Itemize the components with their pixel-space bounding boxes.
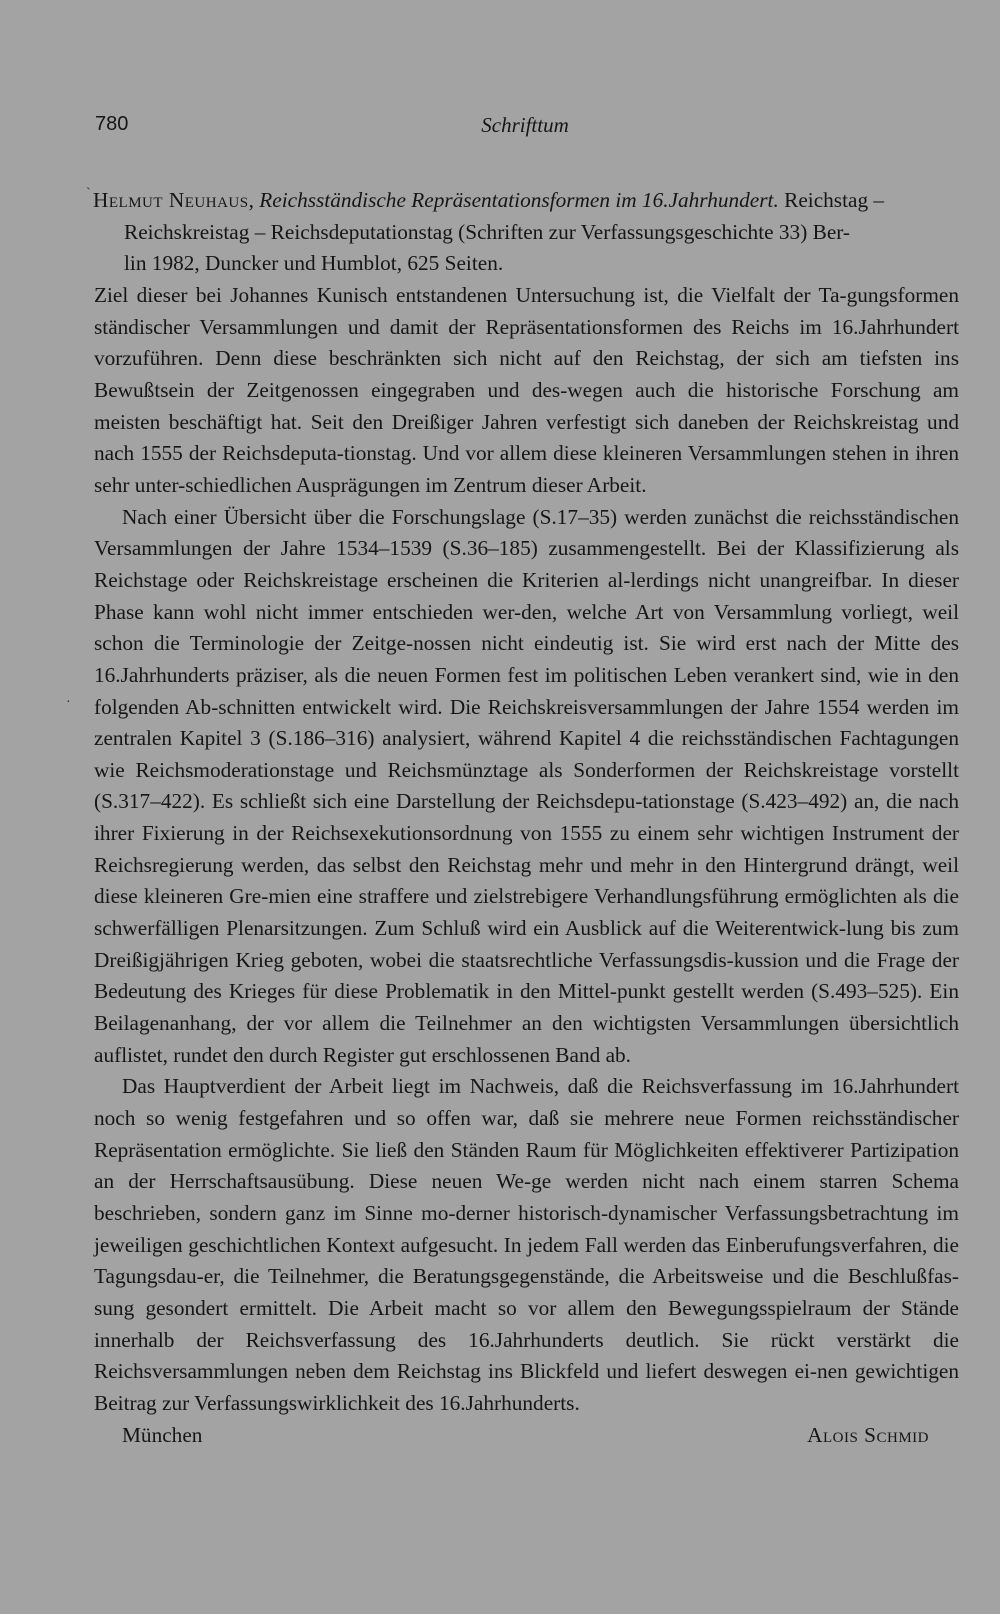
signature-place: München xyxy=(122,1422,203,1447)
review-paragraph: Das Hauptverdient der Arbeit liegt im Nachweis, daß die Reichsverfassung im 16.Jahrhundert noch so wenig festgefahren und so offen war, daß sie mehrere neue Formen reichsständischer Repräsentation ermöglichte. Sie ließ den Ständen Raum für Möglichkeiten effektiverer Partizipation an der Herrschaftsausübung. Diese neuen We-ge werden nicht nach einem starren Schema beschrieben, sondern ganz im Sinne mo-derner historisch-dynamischer Verfassungsbetrachtung im jeweiligen geschichtlichen Kontext aufgesucht. In jedem Fall werden das Einberufungsverfahren, die Tagungsdau-er, die Teilnehmer, die Beratungsgegenstände, die Arbeitsweise und die Beschlußfas-sung gesondert ermittelt. Die Arbeit macht so vor allem den Bewegungsspielraum der Stände innerhalb der Reichsverfassung des 16.Jahrhunderts deutlich. Sie rückt verstärkt die Reichsversammlungen neben dem Reichstag ins Blickfeld und liefert deswegen ei-nen gewichtigen Beitrag zur Verfassungswirklichkeit des 16.Jahrhunderts. xyxy=(94,1074,959,1415)
book-author: Helmut Neuhaus xyxy=(93,188,249,212)
margin-mark: ˋ xyxy=(86,186,91,201)
book-title: Reichsständische Repräsentationsformen im 16.Jahrhundert. xyxy=(259,188,779,212)
running-title: Schrifttum xyxy=(481,113,569,137)
review-signature xyxy=(94,1420,959,1452)
review-paragraph: Nach einer Übersicht über die Forschungslage (S.17–35) werden zunächst die reichsständischen Versammlungen der Jahre 1534–1539 (S.36–185) zusammengestellt. Bei der Klassifizierung als Reichstage oder Reichskreistage erscheinen die Kriterien al-lerdings nicht unangreifbar. In dieser Phase kann wohl nicht immer entschieden wer-den, welche Art von Versammlung vorliegt, weil schon die Terminologie der Zeitge-nossen nicht eindeutig ist. Sie wird erst nach der Mitte des 16.Jahrhunderts präziser, als die neuen Formen fest im politischen Leben verankert sind, wie in den folgenden Ab-schnitten entwickelt wird. Die Reichskreisversammlungen der Jahre 1554 werden im zentralen Kapitel 3 (S.186–316) analysiert, während Kapitel 4 die reichsständischen Fachtagungen wie Reichsmoderationstage und Reichsmünztage als Sonderformen der Reichskreistage vorstellt (S.317–422). Es schließt sich eine Darstellung der Reichsdepu-tationstage (S.423–492) an, die nach ihrer Fixierung in der Reichsexekutionsordnung von 1555 zu einem sehr wichtigen Instrument der Reichsregierung werden, das selbst den Reichstag mehr und mehr in den Hintergrund drängt, weil diese kleineren Gre-mien eine straffere und zielstrebigere Verhandlungsführung ermöglichten als die schwerfälligen Plenarsitzungen. Zum Schluß wird ein Ausblick auf die Weiterentwick-lung bis zum Dreißigjährigen Krieg geboten, wobei die staatsrechtliche Verfassungsdis-kussion und die Frage der Bedeutung des Krieges für diese Problematik in den Mittel-punkt gestellt werden (S.493–525). Ein Beilagenanhang, der vor allem die Teilnehmer an den wichtigsten Versammlungen übersichtlich auflistet, rundet den durch Register gut erschlossenen Band ab. xyxy=(94,504,959,1067)
bib-line-1-rest: Reichstag – xyxy=(778,188,885,212)
page-number: 780 xyxy=(95,113,129,135)
page-header xyxy=(95,113,955,145)
review-body xyxy=(94,185,959,1451)
review-paragraph: Ziel dieser bei Johannes Kunisch entstandenen Untersuchung ist, die Vielfalt der Ta-gungsformen ständischer Versammlungen und damit der Repräsentationsformen des Reichs im 16.Jahrhundert vorzuführen. Denn diese beschränkten sich nicht auf den Reichstag, der sich am tiefsten ins Bewußtsein der Zeitgenossen eingegraben und des-wegen auch die historische Forschung am meisten beschäftigt hat. Seit den Dreißiger Jahren verfestigt sich daneben der Reichskreistag und nach 1555 der Reichsdeputa-tionstag. Und vor allem diese kleineren Versammlungen stehen in ihren sehr unter-schiedlichen Ausprägungen im Zentrum dieser Arbeit. xyxy=(94,282,959,497)
bib-line-2: Reichskreistag – Reichsdeputationstag (Schriften zur Verfassungsgeschichte 33) Ber- xyxy=(124,219,851,244)
author-separator: , xyxy=(248,188,254,212)
bib-line-3: lin 1982, Duncker und Humblot, 625 Seiten. xyxy=(124,251,504,276)
bibliographic-entry xyxy=(94,185,959,217)
reviewer-name: Alois Schmid xyxy=(807,1422,929,1447)
margin-dot: · xyxy=(66,695,71,710)
